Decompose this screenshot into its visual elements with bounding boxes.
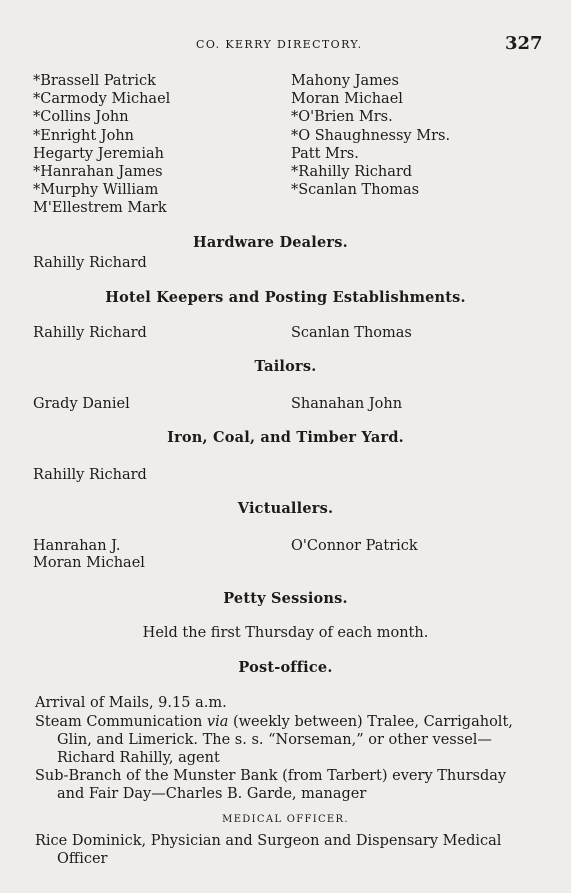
iron-coal-timber-entry: Rahilly Richard [33, 467, 147, 483]
list-item: Mahony James [291, 73, 399, 89]
hardware-dealers-heading: Hardware Dealers. [193, 234, 348, 251]
list-item: *Carmody Michael [33, 91, 171, 108]
list-item: M'Ellestrem Mark [33, 200, 167, 217]
list-item: *Scanlan Thomas [291, 182, 420, 199]
post-office-heading: Post-office. [238, 659, 333, 676]
list-item: *O Shaughnessy Mrs. [291, 127, 451, 144]
medical-officer-line: Rice Dominick, Physician and Surgeon and Dispensary Medical [35, 833, 502, 849]
list-item: *Collins John [33, 109, 129, 126]
running-header-title: CO. KERRY DIRECTORY. [196, 38, 363, 51]
list-item: *Brassell Patrick [33, 73, 156, 89]
page-number: 327 [505, 33, 543, 54]
list-item: Hegarty Jeremiah [33, 145, 164, 162]
list-item: *O'Brien Mrs. [291, 109, 393, 126]
hotel-entry-right: Scanlan Thomas [291, 325, 412, 341]
tailor-entry-right: Shanahan John [291, 396, 403, 412]
tailors-heading: Tailors. [254, 358, 317, 375]
list-item: *Hanrahan James [33, 164, 163, 181]
steam-communication-line: Steam Communication via (weekly between) Tralee, Carrigaholt, [35, 714, 513, 730]
medical-officer-label: MEDICAL OFFICER. [222, 814, 349, 825]
victualler-entry: Hanrahan J. [33, 538, 121, 554]
bank-line: and Fair Day—Charles B. Garde, manager [57, 786, 367, 802]
victuallers-heading: Victuallers. [237, 500, 334, 517]
mail-arrival-text: Arrival of Mails, 9.15 a.m. [35, 695, 227, 711]
list-item: *Rahilly Richard [291, 164, 413, 181]
tailor-entry-left: Grady Daniel [33, 396, 130, 412]
steam-communication-line: Glin, and Limerick. The s. s. “Norseman,” or other vessel— [57, 732, 492, 748]
steam-communication-line: Richard Rahilly, agent [57, 750, 220, 766]
petty-sessions-heading: Petty Sessions. [223, 590, 348, 607]
bank-line: Sub-Branch of the Munster Bank (from Tarbert) every Thursday [35, 768, 507, 784]
iron-coal-timber-heading: Iron, Coal, and Timber Yard. [167, 429, 404, 446]
petty-sessions-text: Held the first Thursday of each month. [142, 625, 429, 641]
victualler-entry: Moran Michael [33, 555, 145, 571]
list-item: *Murphy William [33, 182, 159, 199]
victualler-entry: O'Connor Patrick [291, 538, 418, 554]
list-item: Patt Mrs. [291, 145, 359, 162]
hotel-entry-left: Rahilly Richard [33, 325, 147, 341]
medical-officer-line: Officer [57, 851, 108, 867]
list-item: Moran Michael [291, 91, 403, 108]
list-item: *Enright John [33, 127, 135, 144]
residents-list-left [33, 72, 170, 218]
hotel-keepers-heading: Hotel Keepers and Posting Establishments. [105, 289, 466, 306]
residents-list-right [291, 72, 450, 199]
hardware-dealer-entry: Rahilly Richard [33, 255, 147, 271]
